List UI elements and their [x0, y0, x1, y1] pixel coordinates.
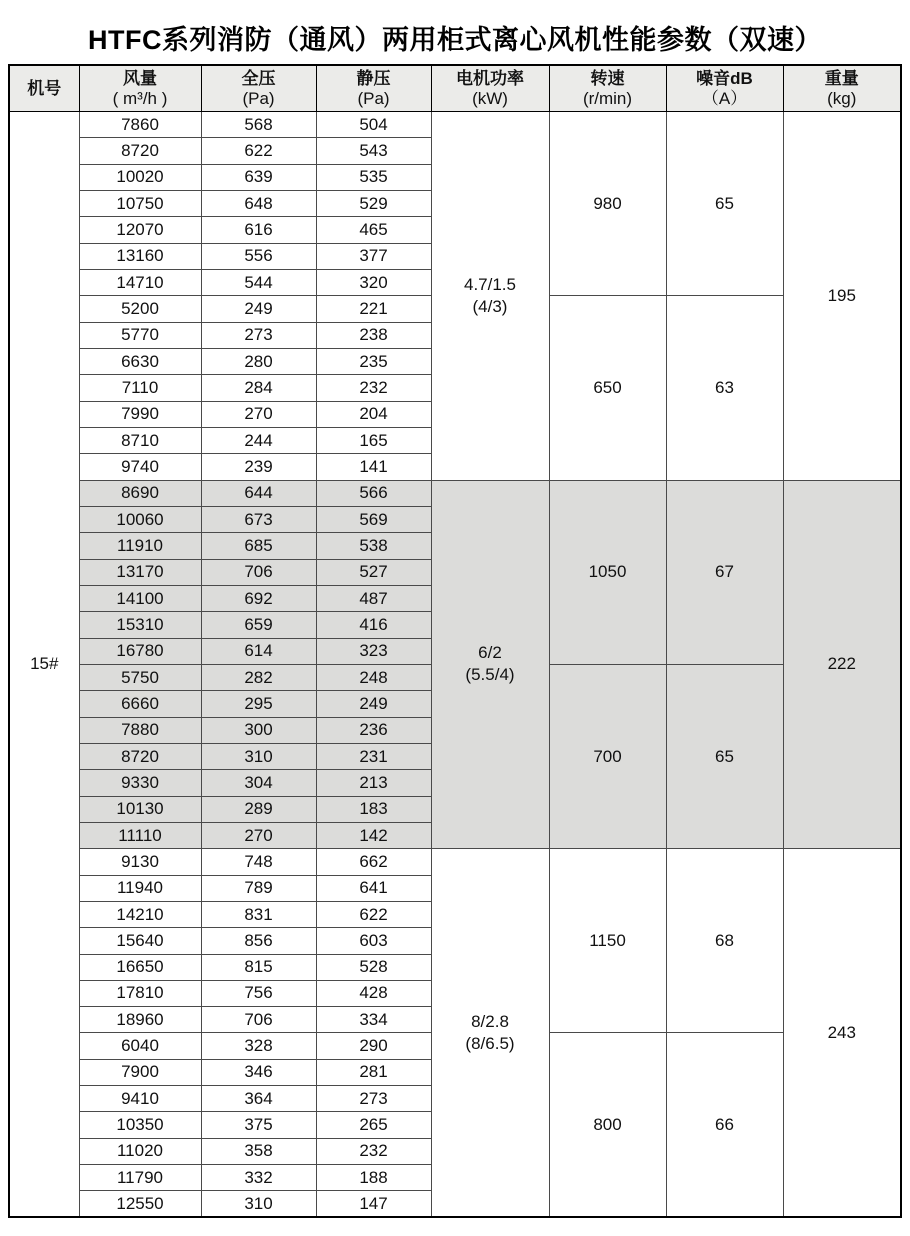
static-pressure-cell: 320 [316, 269, 431, 295]
static-pressure-cell: 603 [316, 928, 431, 954]
power-value: 8/2.8 [471, 1011, 509, 1031]
total-pressure-cell: 310 [201, 1191, 316, 1217]
total-pressure-cell: 282 [201, 664, 316, 690]
table-row [9, 112, 901, 138]
col-header-airflow-label: 风量 [123, 69, 157, 88]
static-pressure-cell: 265 [316, 1112, 431, 1138]
total-pressure-cell: 748 [201, 849, 316, 875]
header-row [9, 65, 901, 112]
col-header-noise [666, 65, 783, 112]
airflow-cell: 7860 [79, 112, 201, 138]
airflow-cell: 5750 [79, 664, 201, 690]
airflow-cell: 13160 [79, 243, 201, 269]
static-pressure-cell: 281 [316, 1059, 431, 1085]
static-pressure-cell: 538 [316, 533, 431, 559]
col-header-model-label: 机号 [27, 78, 62, 98]
total-pressure-cell: 300 [201, 717, 316, 743]
airflow-cell: 6040 [79, 1033, 201, 1059]
airflow-cell: 7990 [79, 401, 201, 427]
airflow-cell: 11940 [79, 875, 201, 901]
total-pressure-cell: 244 [201, 427, 316, 453]
col-header-static-pressure-label: 静压 [356, 69, 391, 88]
total-pressure-cell: 616 [201, 217, 316, 243]
total-pressure-cell: 856 [201, 928, 316, 954]
airflow-cell: 8720 [79, 138, 201, 164]
airflow-cell: 16780 [79, 638, 201, 664]
airflow-cell: 7900 [79, 1059, 201, 1085]
power-cell [431, 849, 549, 1218]
speed-cell: 800 [549, 1033, 666, 1217]
total-pressure-cell: 614 [201, 638, 316, 664]
static-pressure-cell: 249 [316, 691, 431, 717]
col-header-weight-unit: (kg) [827, 89, 857, 108]
power-value: 6/2 [478, 643, 502, 663]
static-pressure-cell: 569 [316, 506, 431, 532]
model-cell: 15# [9, 112, 79, 1218]
col-header-weight [783, 65, 901, 112]
speed-cell: 650 [549, 296, 666, 480]
total-pressure-cell: 328 [201, 1033, 316, 1059]
power-sub-value: (5.5/4) [465, 665, 515, 685]
col-header-speed-label: 转速 [590, 69, 625, 88]
airflow-cell: 10060 [79, 506, 201, 532]
noise-cell: 67 [666, 480, 783, 664]
col-header-motor-power-label: 电机功率 [456, 69, 524, 88]
total-pressure-cell: 284 [201, 375, 316, 401]
power-cell [431, 112, 549, 481]
airflow-cell: 14100 [79, 585, 201, 611]
static-pressure-cell: 487 [316, 585, 431, 611]
static-pressure-cell: 183 [316, 796, 431, 822]
airflow-cell: 11910 [79, 533, 201, 559]
airflow-cell: 6630 [79, 348, 201, 374]
noise-cell: 63 [666, 296, 783, 480]
total-pressure-cell: 659 [201, 612, 316, 638]
col-header-motor-power [431, 65, 549, 112]
static-pressure-cell: 213 [316, 770, 431, 796]
airflow-cell: 9740 [79, 454, 201, 480]
airflow-cell: 10130 [79, 796, 201, 822]
table-header [9, 65, 901, 112]
airflow-cell: 8720 [79, 743, 201, 769]
total-pressure-cell: 673 [201, 506, 316, 532]
airflow-cell: 7110 [79, 375, 201, 401]
static-pressure-cell: 236 [316, 717, 431, 743]
static-pressure-cell: 290 [316, 1033, 431, 1059]
airflow-cell: 13170 [79, 559, 201, 585]
power-cell [431, 480, 549, 849]
static-pressure-cell: 334 [316, 1007, 431, 1033]
total-pressure-cell: 239 [201, 454, 316, 480]
col-header-weight-label: 重量 [824, 69, 859, 88]
col-header-speed [549, 65, 666, 112]
static-pressure-cell: 504 [316, 112, 431, 138]
static-pressure-cell: 377 [316, 243, 431, 269]
speed-cell: 980 [549, 112, 666, 296]
airflow-cell: 18960 [79, 1007, 201, 1033]
static-pressure-cell: 231 [316, 743, 431, 769]
airflow-cell: 12550 [79, 1191, 201, 1217]
static-pressure-cell: 543 [316, 138, 431, 164]
airflow-cell: 15640 [79, 928, 201, 954]
total-pressure-cell: 556 [201, 243, 316, 269]
static-pressure-cell: 465 [316, 217, 431, 243]
total-pressure-cell: 644 [201, 480, 316, 506]
total-pressure-cell: 295 [201, 691, 316, 717]
total-pressure-cell: 270 [201, 822, 316, 848]
col-header-airflow-unit: ( m³/h ) [112, 89, 168, 108]
static-pressure-cell: 141 [316, 454, 431, 480]
col-header-static-pressure-unit: (Pa) [357, 89, 390, 108]
airflow-cell: 9130 [79, 849, 201, 875]
total-pressure-cell: 270 [201, 401, 316, 427]
static-pressure-cell: 641 [316, 875, 431, 901]
page-title: HTFC系列消防（通风）两用柜式离心风机性能参数（双速） [88, 25, 822, 55]
airflow-cell: 15310 [79, 612, 201, 638]
col-header-noise-label: 噪音dB [696, 69, 753, 88]
airflow-cell: 5770 [79, 322, 201, 348]
airflow-cell: 14710 [79, 269, 201, 295]
noise-cell: 66 [666, 1033, 783, 1217]
table-row [9, 480, 901, 506]
total-pressure-cell: 568 [201, 112, 316, 138]
col-header-total-pressure-unit: (Pa) [242, 89, 275, 108]
static-pressure-cell: 165 [316, 427, 431, 453]
total-pressure-cell: 280 [201, 348, 316, 374]
weight-cell: 195 [783, 112, 901, 481]
col-header-model [9, 65, 79, 112]
static-pressure-cell: 232 [316, 1138, 431, 1164]
total-pressure-cell: 706 [201, 559, 316, 585]
total-pressure-cell: 358 [201, 1138, 316, 1164]
static-pressure-cell: 662 [316, 849, 431, 875]
airflow-cell: 16650 [79, 954, 201, 980]
airflow-cell: 8690 [79, 480, 201, 506]
airflow-cell: 14210 [79, 901, 201, 927]
static-pressure-cell: 273 [316, 1086, 431, 1112]
static-pressure-cell: 248 [316, 664, 431, 690]
weight-cell: 222 [783, 480, 901, 849]
airflow-cell: 10350 [79, 1112, 201, 1138]
static-pressure-cell: 416 [316, 612, 431, 638]
airflow-cell: 12070 [79, 217, 201, 243]
static-pressure-cell: 527 [316, 559, 431, 585]
static-pressure-cell: 232 [316, 375, 431, 401]
airflow-cell: 6660 [79, 691, 201, 717]
airflow-cell: 10750 [79, 190, 201, 216]
weight-cell: 243 [783, 849, 901, 1218]
total-pressure-cell: 332 [201, 1165, 316, 1191]
total-pressure-cell: 544 [201, 269, 316, 295]
power-value: 4.7/1.5 [464, 274, 516, 294]
total-pressure-cell: 304 [201, 770, 316, 796]
col-header-noise-unit: （A） [701, 89, 748, 108]
static-pressure-cell: 221 [316, 296, 431, 322]
total-pressure-cell: 289 [201, 796, 316, 822]
speed-cell: 1150 [549, 849, 666, 1033]
airflow-cell: 11110 [79, 822, 201, 848]
static-pressure-cell: 428 [316, 980, 431, 1006]
static-pressure-cell: 566 [316, 480, 431, 506]
airflow-cell: 11790 [79, 1165, 201, 1191]
fan-spec-table [8, 64, 902, 1218]
static-pressure-cell: 238 [316, 322, 431, 348]
col-header-motor-power-unit: (kW) [472, 89, 508, 108]
total-pressure-cell: 789 [201, 875, 316, 901]
total-pressure-cell: 273 [201, 322, 316, 348]
static-pressure-cell: 188 [316, 1165, 431, 1191]
noise-cell: 65 [666, 112, 783, 296]
table-body [9, 112, 901, 1218]
total-pressure-cell: 249 [201, 296, 316, 322]
static-pressure-cell: 528 [316, 954, 431, 980]
total-pressure-cell: 346 [201, 1059, 316, 1085]
static-pressure-cell: 529 [316, 190, 431, 216]
total-pressure-cell: 706 [201, 1007, 316, 1033]
table-row [9, 849, 901, 875]
power-sub-value: (8/6.5) [465, 1033, 515, 1053]
total-pressure-cell: 692 [201, 585, 316, 611]
total-pressure-cell: 364 [201, 1086, 316, 1112]
total-pressure-cell: 622 [201, 138, 316, 164]
static-pressure-cell: 323 [316, 638, 431, 664]
power-sub-value: (4/3) [472, 296, 508, 316]
total-pressure-cell: 831 [201, 901, 316, 927]
airflow-cell: 8710 [79, 427, 201, 453]
static-pressure-cell: 622 [316, 901, 431, 927]
col-header-total-pressure [201, 65, 316, 112]
noise-cell: 65 [666, 664, 783, 848]
col-header-speed-unit: (r/min) [582, 89, 633, 108]
total-pressure-cell: 639 [201, 164, 316, 190]
col-header-static-pressure [316, 65, 431, 112]
airflow-cell: 10020 [79, 164, 201, 190]
airflow-cell: 5200 [79, 296, 201, 322]
total-pressure-cell: 756 [201, 980, 316, 1006]
noise-cell: 68 [666, 849, 783, 1033]
total-pressure-cell: 815 [201, 954, 316, 980]
speed-cell: 1050 [549, 480, 666, 664]
col-header-airflow [79, 65, 201, 112]
airflow-cell: 9410 [79, 1086, 201, 1112]
total-pressure-cell: 685 [201, 533, 316, 559]
total-pressure-cell: 310 [201, 743, 316, 769]
airflow-cell: 17810 [79, 980, 201, 1006]
col-header-total-pressure-label: 全压 [241, 69, 276, 88]
total-pressure-cell: 648 [201, 190, 316, 216]
airflow-cell: 7880 [79, 717, 201, 743]
speed-cell: 700 [549, 664, 666, 848]
static-pressure-cell: 142 [316, 822, 431, 848]
airflow-cell: 9330 [79, 770, 201, 796]
static-pressure-cell: 535 [316, 164, 431, 190]
static-pressure-cell: 147 [316, 1191, 431, 1217]
static-pressure-cell: 235 [316, 348, 431, 374]
airflow-cell: 11020 [79, 1138, 201, 1164]
total-pressure-cell: 375 [201, 1112, 316, 1138]
static-pressure-cell: 204 [316, 401, 431, 427]
